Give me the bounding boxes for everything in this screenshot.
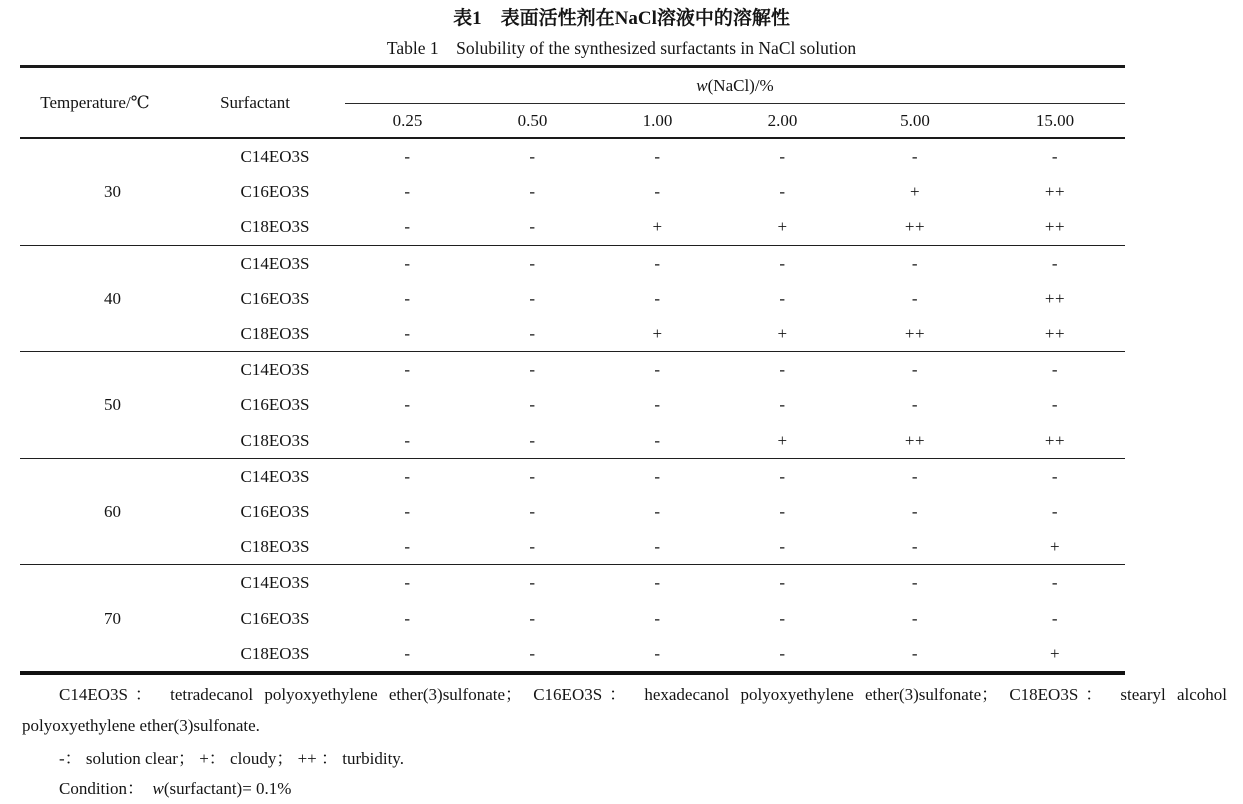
cell-value: - bbox=[404, 466, 411, 486]
footnote-legend: -： solution clear； +： cloudy； ++ ： turbidity. bbox=[59, 748, 404, 768]
cell-value: + bbox=[652, 324, 663, 344]
cell-value: - bbox=[404, 501, 411, 521]
cell-value: - bbox=[654, 360, 661, 380]
cell-surfactant: C18EO3S bbox=[240, 430, 310, 450]
footnote-condition bbox=[22, 774, 1227, 804]
table-title-english: Table 1 Solubility of the synthesized surfactants in NaCl solution bbox=[386, 38, 857, 58]
table-title-chinese: 表1 表面活性剂在NaCl溶液中的溶解性 bbox=[453, 8, 790, 29]
cell-value: - bbox=[404, 608, 411, 628]
cell-value: - bbox=[654, 466, 661, 486]
cell-value: - bbox=[529, 253, 536, 273]
cell-surfactant: C14EO3S bbox=[240, 360, 310, 380]
cell-temperature: 60 bbox=[104, 501, 121, 521]
cell-value: - bbox=[779, 288, 786, 308]
cell-value: - bbox=[654, 573, 661, 593]
cell-value: ++ bbox=[904, 430, 926, 450]
cell-value: + bbox=[777, 430, 788, 450]
col-header-temperature: Temperature/℃ bbox=[40, 93, 150, 112]
cell-value: - bbox=[1051, 360, 1059, 380]
cell-value: - bbox=[779, 147, 786, 167]
cell-value: - bbox=[911, 147, 919, 167]
cell-value: - bbox=[529, 501, 536, 521]
condition-w-symbol: w bbox=[152, 778, 164, 798]
cell-surfactant: C16EO3S bbox=[240, 395, 310, 415]
cell-value: - bbox=[529, 608, 536, 628]
cell-value: - bbox=[404, 288, 411, 308]
cell-value: - bbox=[911, 253, 919, 273]
cell-value: - bbox=[654, 182, 661, 202]
cell-value: - bbox=[911, 643, 919, 663]
temperature-group-50 bbox=[20, 352, 1125, 459]
temperature-group-70 bbox=[20, 565, 1125, 675]
cell-value: - bbox=[779, 501, 786, 521]
temperature-group-40 bbox=[20, 246, 1125, 353]
cell-value: - bbox=[779, 573, 786, 593]
cell-value: ++ bbox=[1044, 182, 1066, 202]
cell-value: - bbox=[779, 395, 786, 415]
col-header-concentration: 5.00 bbox=[900, 111, 930, 130]
cell-temperature: 50 bbox=[104, 395, 121, 415]
col-header-concentration: 1.00 bbox=[642, 111, 673, 130]
cell-value: - bbox=[911, 501, 919, 521]
cell-value: - bbox=[529, 643, 536, 663]
cell-surfactant: C16EO3S bbox=[240, 608, 310, 628]
cell-value: - bbox=[779, 466, 786, 486]
cell-value: - bbox=[529, 217, 536, 237]
cell-surfactant: C14EO3S bbox=[240, 466, 310, 486]
cell-value: - bbox=[529, 147, 536, 167]
cell-value: - bbox=[654, 288, 661, 308]
cell-temperature: 30 bbox=[104, 182, 121, 202]
cell-value: - bbox=[404, 643, 411, 663]
cell-value: - bbox=[404, 430, 411, 450]
cell-value: - bbox=[529, 537, 536, 557]
cell-surfactant: C14EO3S bbox=[240, 147, 310, 167]
cell-value: - bbox=[404, 182, 411, 202]
col-header-nacl-group bbox=[345, 68, 1125, 104]
cell-value: - bbox=[911, 360, 919, 380]
cell-value: - bbox=[654, 253, 661, 273]
cell-temperature: 40 bbox=[104, 288, 121, 308]
condition-prefix: Condition： bbox=[59, 778, 153, 798]
cell-surfactant: C14EO3S bbox=[240, 253, 310, 273]
cell-value: ++ bbox=[904, 324, 926, 344]
cell-value: - bbox=[404, 253, 411, 273]
cell-surfactant: C16EO3S bbox=[240, 182, 310, 202]
cell-value: + bbox=[1049, 537, 1061, 557]
cell-value: - bbox=[654, 147, 661, 167]
cell-value: - bbox=[529, 430, 536, 450]
cell-surfactant: C18EO3S bbox=[240, 643, 310, 663]
cell-value: - bbox=[529, 324, 536, 344]
cell-value: - bbox=[779, 537, 786, 557]
cell-value: - bbox=[911, 608, 919, 628]
cell-value: - bbox=[911, 466, 919, 486]
cell-value: - bbox=[654, 501, 661, 521]
cell-value: - bbox=[529, 573, 536, 593]
cell-value: - bbox=[404, 395, 411, 415]
cell-value: ++ bbox=[1044, 288, 1066, 308]
cell-value: - bbox=[911, 573, 919, 593]
cell-value: - bbox=[404, 573, 411, 593]
cell-value: - bbox=[1051, 501, 1059, 521]
cell-surfactant: C18EO3S bbox=[240, 217, 310, 237]
cell-value: - bbox=[1051, 466, 1059, 486]
cell-value: - bbox=[404, 360, 411, 380]
col-header-concentration: 2.00 bbox=[767, 111, 798, 130]
cell-value: - bbox=[911, 395, 919, 415]
cell-surfactant: C16EO3S bbox=[240, 288, 310, 308]
table-header bbox=[20, 68, 1125, 139]
cell-value: + bbox=[1049, 643, 1061, 663]
cell-value: + bbox=[909, 182, 921, 202]
cell-value: - bbox=[1051, 147, 1059, 167]
cell-value: - bbox=[1051, 395, 1059, 415]
col-header-concentration: 0.25 bbox=[392, 111, 423, 130]
nacl-w-symbol: w bbox=[696, 76, 708, 95]
cell-value: - bbox=[654, 643, 661, 663]
footnote-definitions: C14EO3S： tetradecanol polyoxyethylene ether(3)sulfonate； C16EO3S： hexadecanol polyoxyethylene ether(3)sulfonate； C18EO3S： stearyl alcohol polyoxyethylene ether(3)sulfonate. bbox=[22, 684, 1227, 735]
cell-value: - bbox=[654, 430, 661, 450]
cell-value: ++ bbox=[1044, 430, 1066, 450]
cell-value: - bbox=[779, 182, 786, 202]
cell-value: + bbox=[777, 217, 788, 237]
cell-value: - bbox=[654, 395, 661, 415]
col-header-concentration: 0.50 bbox=[517, 111, 548, 130]
cell-value: - bbox=[779, 253, 786, 273]
cell-value: - bbox=[779, 608, 786, 628]
cell-value: - bbox=[911, 288, 919, 308]
cell-surfactant: C14EO3S bbox=[240, 573, 310, 593]
cell-value: - bbox=[404, 537, 411, 557]
temperature-group-60 bbox=[20, 459, 1125, 566]
cell-value: ++ bbox=[904, 217, 926, 237]
cell-value: + bbox=[652, 217, 663, 237]
cell-value: ++ bbox=[1044, 217, 1066, 237]
cell-value: - bbox=[1051, 573, 1059, 593]
cell-value: - bbox=[529, 360, 536, 380]
cell-value: - bbox=[529, 288, 536, 308]
cell-value: - bbox=[779, 643, 786, 663]
cell-value: - bbox=[529, 182, 536, 202]
cell-value: - bbox=[1051, 253, 1059, 273]
cell-value: ++ bbox=[1044, 324, 1066, 344]
nacl-unit-label: (NaCl)/% bbox=[707, 76, 774, 95]
cell-value: - bbox=[404, 217, 411, 237]
col-header-concentration: 15.00 bbox=[1035, 111, 1075, 130]
cell-value: - bbox=[529, 466, 536, 486]
cell-value: + bbox=[777, 324, 788, 344]
cell-value: - bbox=[779, 360, 786, 380]
cell-value: - bbox=[404, 324, 411, 344]
solubility-table bbox=[20, 65, 1125, 675]
temperature-group-30 bbox=[20, 139, 1125, 246]
cell-value: - bbox=[911, 537, 919, 557]
cell-surfactant: C16EO3S bbox=[240, 501, 310, 521]
condition-value: (surfactant)= 0.1% bbox=[163, 778, 292, 798]
cell-value: - bbox=[529, 395, 536, 415]
cell-value: - bbox=[654, 608, 661, 628]
cell-value: - bbox=[404, 147, 411, 167]
cell-surfactant: C18EO3S bbox=[240, 324, 310, 344]
col-header-surfactant: Surfactant bbox=[220, 93, 290, 112]
cell-temperature: 70 bbox=[104, 608, 121, 628]
cell-value: - bbox=[654, 537, 661, 557]
cell-surfactant: C18EO3S bbox=[240, 537, 310, 557]
cell-value: - bbox=[1051, 608, 1059, 628]
